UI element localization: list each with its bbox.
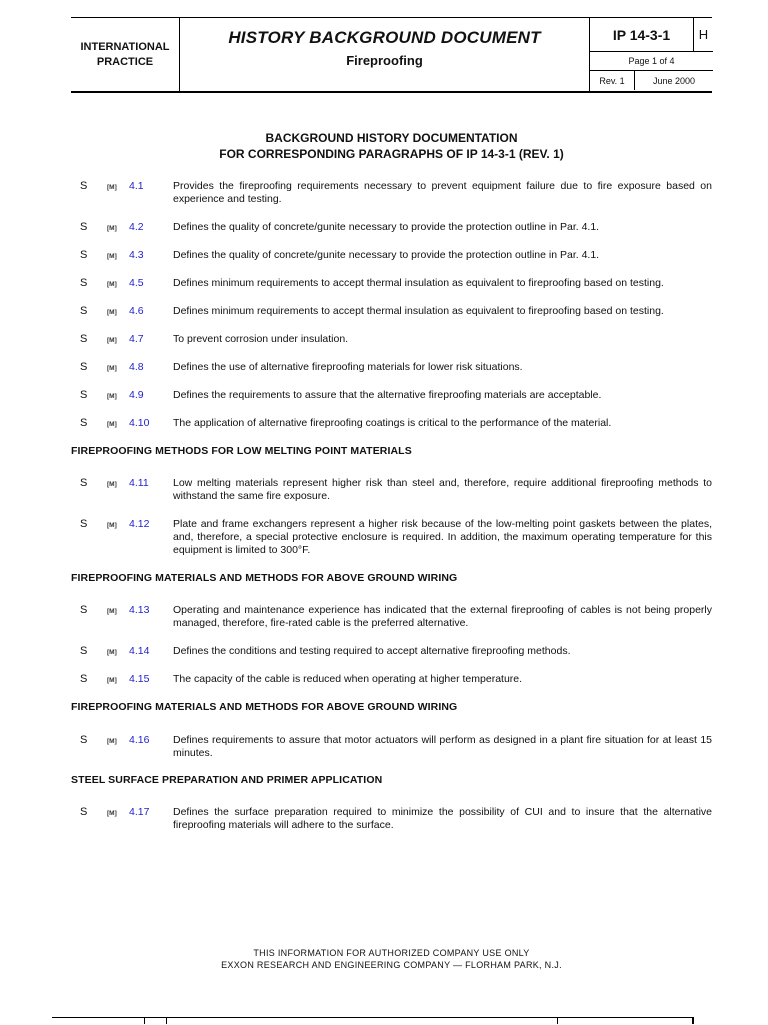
doc-heading-line-2: FOR CORRESPONDING PARAGRAPHS OF IP 14-3-1 (REV. 1) [219, 147, 564, 161]
item-text: To prevent corrosion under insulation. [173, 333, 349, 345]
item-paragraph-link[interactable]: 4.12 [129, 518, 150, 530]
item-paragraph-link[interactable]: 4.13 [129, 604, 150, 616]
item-text: Defines the requirements to assure that the alternative fireproofing materials are acceptable. [173, 389, 602, 401]
item-mark: [M] [107, 281, 117, 288]
item-mark: [M] [107, 225, 117, 232]
item-text: Defines requirements to assure that motor actuators will perform as designed in a plant fire situation for at least 15 minutes. [173, 734, 712, 759]
header-meta [589, 18, 713, 91]
item-paragraph-link[interactable]: 4.16 [129, 734, 150, 746]
document-subject: Fireproofing [346, 53, 423, 68]
item-paragraph-link[interactable]: 4.5 [129, 277, 144, 289]
item-text: The application of alternative fireproofing coatings is critical to the performance of the material. [173, 417, 612, 429]
item-text: Defines the quality of concrete/gunite necessary to provide the protection outline in Par. 4.1. [173, 249, 600, 261]
section-heading: FIREPROOFING MATERIALS AND METHODS FOR ABOVE GROUND WIRING [71, 572, 458, 584]
item-mark: [M] [107, 253, 117, 260]
practice-line-2: PRACTICE [96, 55, 154, 68]
item-text: Defines the conditions and testing required to accept alternative fireproofing methods. [173, 645, 571, 657]
item-status: S [80, 361, 88, 373]
item-paragraph-link[interactable]: 4.8 [129, 361, 144, 373]
item-mark: [M] [107, 608, 117, 615]
item-status: S [80, 180, 88, 192]
item-mark: [M] [107, 337, 117, 344]
item-mark: [M] [107, 365, 117, 372]
item-paragraph-link[interactable]: 4.17 [129, 806, 150, 818]
page-number: Page 1 of 4 [590, 52, 713, 71]
item-status: S [80, 249, 88, 261]
item-text: Low melting materials represent higher risk than steel and, therefore, require additional fireproofing methods to withstand the same fire exposure. [173, 477, 712, 502]
item-mark: [M] [107, 393, 117, 400]
item-status: S [80, 734, 88, 746]
item-paragraph-link[interactable]: 4.9 [129, 389, 144, 401]
item-mark: [M] [107, 738, 117, 745]
item-status: S [80, 221, 88, 233]
item-status: S [80, 277, 88, 289]
practice-label [71, 18, 180, 91]
item-text: Operating and maintenance experience has indicated that the external fireproofing of cables is not being properly managed, therefore, fire-rated cable is the preferred alternative. [173, 604, 712, 629]
item-paragraph-link[interactable]: 4.6 [129, 305, 144, 317]
item-paragraph-link[interactable]: 4.2 [129, 221, 144, 233]
item-status: S [80, 389, 88, 401]
item-text: Defines minimum requirements to accept thermal insulation as equivalent to fireproofing based on testing. [173, 277, 664, 289]
revision-date: June 2000 [652, 75, 696, 86]
item-status: S [80, 305, 88, 317]
item-mark: [M] [107, 677, 117, 684]
bottom-tick [557, 1017, 558, 1024]
item-status: S [80, 673, 88, 685]
revision-letter: H [698, 27, 709, 42]
item-mark: [M] [107, 810, 117, 817]
item-status: S [80, 417, 88, 429]
item-text: Defines the surface preparation required to minimize the possibility of CUI and to insure that the alternative fireproofing materials will adhere to the surface. [173, 806, 712, 831]
item-paragraph-link[interactable]: 4.15 [129, 673, 150, 685]
header-title-block [180, 18, 589, 91]
item-text: Defines the use of alternative fireproofing materials for lower risk situations. [173, 361, 523, 373]
item-status: S [80, 604, 88, 616]
doc-number: IP 14-3-1 [590, 18, 694, 51]
revision: Rev. 1 [590, 71, 635, 90]
item-text: Provides the fireproofing requirements necessary to prevent equipment failure due to fire exposure based on experience and testing. [173, 180, 712, 205]
item-paragraph-link[interactable]: 4.1 [129, 180, 144, 192]
document-title: HISTORY BACKGROUND DOCUMENT [228, 28, 541, 47]
item-paragraph-link[interactable]: 4.7 [129, 333, 144, 345]
practice-line-1: INTERNATIONAL [80, 40, 170, 53]
item-text: Defines the quality of concrete/gunite necessary to provide the protection outline in Par. 4.1. [173, 221, 600, 233]
item-mark: [M] [107, 649, 117, 656]
item-status: S [80, 518, 88, 530]
item-mark: [M] [107, 184, 117, 191]
section-heading: FIREPROOFING METHODS FOR LOW MELTING POINT MATERIALS [71, 445, 412, 457]
footer-company: EXXON RESEARCH AND ENGINEERING COMPANY — FLORHAM PARK, N.J. [221, 960, 562, 970]
item-paragraph-link[interactable]: 4.10 [129, 417, 150, 429]
item-status: S [80, 333, 88, 345]
document-header [71, 17, 712, 93]
item-paragraph-link[interactable]: 4.11 [129, 477, 149, 489]
bottom-tick [692, 1017, 694, 1024]
section-heading: STEEL SURFACE PREPARATION AND PRIMER APPLICATION [71, 774, 383, 786]
item-status: S [80, 477, 88, 489]
item-mark: [M] [107, 522, 117, 529]
bottom-tick [144, 1017, 145, 1024]
item-status: S [80, 806, 88, 818]
item-paragraph-link[interactable]: 4.3 [129, 249, 144, 261]
item-status: S [80, 645, 88, 657]
item-paragraph-link[interactable]: 4.14 [129, 645, 150, 657]
item-mark: [M] [107, 309, 117, 316]
item-mark: [M] [107, 481, 117, 488]
item-text: Defines minimum requirements to accept thermal insulation as equivalent to fireproofing based on testing. [173, 305, 664, 317]
item-text: Plate and frame exchangers represent a higher risk because of the low-melting point gaskets between the plates, and, therefore, a special protective enclosure is required. In addition, the maximum operating temperature for this equipment is limited to 300°F. [173, 518, 712, 556]
item-text: The capacity of the cable is reduced when operating at higher temperature. [173, 673, 523, 685]
footer-notice: THIS INFORMATION FOR AUTHORIZED COMPANY USE ONLY [253, 948, 530, 958]
item-mark: [M] [107, 421, 117, 428]
doc-heading-line-1: BACKGROUND HISTORY DOCUMENTATION [265, 131, 518, 145]
section-heading: FIREPROOFING MATERIALS AND METHODS FOR ABOVE GROUND WIRING [71, 701, 458, 713]
bottom-tick [166, 1017, 167, 1024]
